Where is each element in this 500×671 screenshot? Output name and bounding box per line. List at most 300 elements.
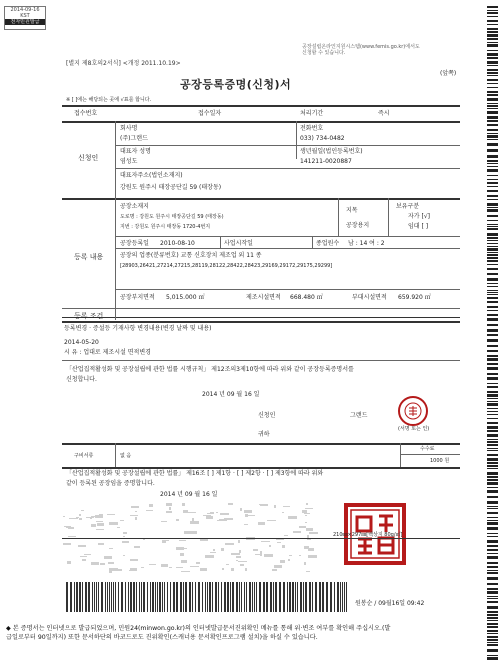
side-barcode-bar xyxy=(487,294,498,295)
security-pattern-mark xyxy=(66,526,69,528)
side-barcode-bar xyxy=(487,591,498,594)
security-pattern-mark xyxy=(190,566,199,567)
receipt-date-label: 접수일자 xyxy=(198,110,222,117)
bottom-barcode-bar xyxy=(76,582,78,612)
security-pattern-mark xyxy=(306,571,310,572)
side-barcode-bar xyxy=(487,496,498,498)
bottom-barcode-bar xyxy=(109,582,110,612)
security-pattern-mark xyxy=(123,536,125,537)
security-pattern-mark xyxy=(306,503,308,505)
land-use-value: 공장용지 xyxy=(346,222,370,229)
side-barcode-bar xyxy=(487,617,498,619)
security-pattern-mark xyxy=(100,563,105,565)
bottom-barcode-bar xyxy=(295,582,296,612)
security-pattern-mark xyxy=(146,510,153,511)
bottom-barcode-bar xyxy=(254,582,255,612)
side-barcode-bar xyxy=(487,512,498,514)
security-pattern-mark xyxy=(189,531,197,534)
security-pattern-mark xyxy=(135,511,137,512)
side-barcode-bar xyxy=(487,257,498,259)
side-barcode-bar xyxy=(487,448,498,449)
bottom-barcode-bar xyxy=(215,582,217,612)
side-barcode-bar xyxy=(487,394,498,397)
security-pattern-mark xyxy=(200,568,207,571)
bottom-barcode-bar xyxy=(330,582,332,612)
land-category-label: 지목 xyxy=(346,207,358,214)
rep-address-value: 강원도 원주시 태장공단길 59 (태장동) xyxy=(120,184,222,191)
issue-stamp-line1: 2014-09-16 xyxy=(10,7,40,13)
security-pattern-mark xyxy=(240,508,242,511)
registration-date-label: 공장등록일 xyxy=(120,240,149,247)
registration-section-label: 등록 내용 xyxy=(74,253,104,261)
side-barcode-bar xyxy=(487,566,498,568)
side-barcode-bar xyxy=(487,318,498,321)
bottom-barcode-bar xyxy=(143,582,145,612)
side-barcode-bar xyxy=(487,103,498,104)
side-barcode-bar xyxy=(487,549,498,551)
security-pattern-mark xyxy=(180,553,184,556)
security-pattern-mark xyxy=(131,506,139,508)
security-pattern-mark xyxy=(120,520,124,521)
side-barcode-bar xyxy=(487,386,498,388)
security-pattern-mark xyxy=(176,567,183,568)
bottom-barcode xyxy=(66,582,348,612)
bottom-barcode-bar xyxy=(189,582,191,612)
bottom-barcode-bar xyxy=(150,582,151,612)
side-barcode-bar xyxy=(487,10,498,11)
bottom-barcode-bar xyxy=(96,582,97,612)
security-pattern-mark xyxy=(245,568,247,571)
security-pattern-mark xyxy=(149,504,153,507)
bottom-barcode-bar xyxy=(297,582,298,612)
side-barcode-bar xyxy=(487,199,498,200)
side-barcode-bar xyxy=(487,596,498,597)
side-barcode-bar xyxy=(487,355,498,357)
bottom-barcode-bar xyxy=(70,582,72,612)
company-label: 회사명 xyxy=(120,125,138,132)
side-barcode-bar xyxy=(487,243,498,244)
certification-text-2: 같이 등록된 공장임을 증명합니다. xyxy=(66,480,155,487)
side-barcode-bar xyxy=(487,12,498,14)
security-pattern-mark xyxy=(176,519,179,521)
bottom-barcode-bar xyxy=(334,582,335,612)
side-barcode-bar xyxy=(487,636,498,638)
side-barcode-bar xyxy=(487,623,498,625)
employee-count-value: 남 : 14 여 : 2 xyxy=(348,240,385,247)
ownership-lease-option: 임대 [ ] xyxy=(408,223,429,230)
side-barcode-bar xyxy=(487,314,498,316)
side-barcode-bar xyxy=(487,50,498,51)
security-pattern-mark xyxy=(309,532,318,534)
security-pattern-mark xyxy=(107,514,115,515)
side-barcode-bar xyxy=(487,166,498,167)
bottom-barcode-bar xyxy=(88,582,90,612)
side-barcode-bar xyxy=(487,264,498,265)
security-pattern-mark xyxy=(109,570,112,573)
side-barcode-bar xyxy=(487,246,498,247)
bottom-barcode-bar xyxy=(111,582,112,612)
bottom-barcode-bar xyxy=(252,582,253,612)
security-pattern-mark xyxy=(117,527,120,528)
industry-codes: [28903,26421,27214,27215,28119,28122,28422,28423,29169,29172,29175,29299] xyxy=(120,263,333,269)
security-pattern-mark xyxy=(225,543,234,545)
security-pattern-mark xyxy=(179,540,186,541)
security-pattern-mark xyxy=(264,554,273,557)
bottom-barcode-bar xyxy=(221,582,222,612)
security-pattern-mark xyxy=(96,521,103,522)
declaration-text-2: 신청합니다. xyxy=(66,376,97,383)
side-barcode-bar xyxy=(487,111,498,114)
side-barcode-bar xyxy=(487,310,498,311)
side-barcode-bar xyxy=(487,465,498,467)
side-barcode-bar xyxy=(487,237,498,239)
side-barcode-bar xyxy=(487,252,498,253)
side-barcode-bar xyxy=(487,601,498,603)
bottom-barcode-bar xyxy=(180,582,182,612)
security-pattern-mark xyxy=(207,513,212,514)
document-title: 공장등록증명(신청)서 xyxy=(180,78,292,91)
footer-notice xyxy=(6,624,486,642)
side-barcode-bar xyxy=(487,179,498,180)
change-header: 등록변경 · 증설등 기재사항 변경내용(변경 날짜 및 내용) xyxy=(64,325,212,332)
bottom-barcode-bar xyxy=(162,582,163,612)
bottom-barcode-bar xyxy=(270,582,272,612)
bottom-barcode-bar xyxy=(125,582,126,612)
bottom-barcode-bar xyxy=(315,582,317,612)
security-pattern-mark xyxy=(220,513,229,515)
bottom-barcode-bar xyxy=(79,582,81,612)
security-pattern-mark xyxy=(141,567,144,568)
bottom-barcode-bar xyxy=(309,582,311,612)
industry-text: 공장의 업종(분류번호) 교통 신호장치 제조업 외 11 종 xyxy=(120,252,262,259)
bottom-barcode-bar xyxy=(121,582,123,612)
bottom-barcode-bar xyxy=(303,582,304,612)
side-barcode-bar xyxy=(487,506,498,507)
side-barcode-bar xyxy=(487,527,498,530)
footer-line-2: 급일로부터 90일까지) 또한 문서하단의 바코드로도 진위확인(스캐너용 문서확인프로그램 설치)을 하실 수 있습니다. xyxy=(6,634,318,641)
bottom-barcode-bar xyxy=(207,582,208,612)
side-barcode-bar xyxy=(487,163,498,164)
security-pattern-mark xyxy=(213,549,215,551)
bottom-barcode-bar xyxy=(263,582,265,612)
side-barcode-bar xyxy=(487,522,498,525)
security-pattern-mark xyxy=(104,556,112,559)
bottom-barcode-bar xyxy=(259,582,261,612)
fee-value: 1000 원 xyxy=(430,458,450,464)
side-barcode-bar xyxy=(487,61,498,64)
bottom-barcode-bar xyxy=(322,582,324,612)
side-barcode-bar xyxy=(487,350,498,352)
side-barcode-bar xyxy=(487,611,498,613)
security-pattern-mark xyxy=(282,512,284,513)
processing-period-value: 즉시 xyxy=(378,110,390,117)
side-barcode-bar xyxy=(487,408,498,409)
security-pattern-mark xyxy=(245,514,248,517)
side-barcode-bar xyxy=(487,195,498,197)
bottom-barcode-bar xyxy=(236,582,238,612)
side-barcode-bar xyxy=(487,220,498,221)
bottom-barcode-bar xyxy=(346,582,347,612)
security-pattern-mark xyxy=(68,536,76,537)
birth-reg-label: 생년월일(법인등록번호) xyxy=(300,148,363,155)
bottom-barcode-bar xyxy=(289,582,291,612)
side-barcode-bar xyxy=(487,639,498,641)
side-barcode-bar xyxy=(487,401,498,402)
side-barcode-bar xyxy=(487,391,498,393)
security-pattern-mark xyxy=(192,518,194,521)
security-pattern-mark xyxy=(90,518,92,519)
side-barcode-bar xyxy=(487,606,498,609)
bottom-barcode-bar xyxy=(107,582,108,612)
bottom-barcode-bar xyxy=(224,582,226,612)
security-pattern-mark xyxy=(109,548,113,549)
bottom-barcode-bar xyxy=(155,582,156,612)
side-barcode-bar xyxy=(487,367,498,370)
bottom-barcode-bar xyxy=(192,582,193,612)
bottom-barcode-bar xyxy=(279,582,281,612)
side-barcode-bar xyxy=(487,268,498,270)
form-reference: [별지 제8호의2서식] <개정 2011.10.19> xyxy=(66,60,181,67)
side-barcode-bar xyxy=(487,16,498,17)
security-pattern-mark xyxy=(63,516,65,517)
security-pattern xyxy=(62,503,322,581)
side-barcode-bar xyxy=(487,278,498,281)
side-barcode-bar xyxy=(487,633,498,634)
side-barcode-bar xyxy=(487,324,498,326)
side-barcode-bar xyxy=(487,286,498,287)
side-barcode-bar xyxy=(487,377,498,380)
security-pattern-mark xyxy=(130,559,138,561)
side-barcode-bar xyxy=(487,487,498,488)
security-pattern-mark xyxy=(206,516,213,519)
side-barcode-bar xyxy=(487,203,498,206)
side-barcode-bar xyxy=(487,215,498,217)
side-barcode-bar xyxy=(487,501,498,504)
side-barcode-bar xyxy=(487,441,498,443)
security-pattern-mark xyxy=(289,555,292,556)
side-barcode-bar xyxy=(487,533,498,534)
side-barcode-bar xyxy=(487,34,498,37)
side-barcode-bar xyxy=(487,24,498,25)
factory-address-label: 공장소재지 xyxy=(120,203,149,210)
company-seal xyxy=(398,396,428,426)
security-pattern-mark xyxy=(169,507,171,510)
documents-label: 구비서류 xyxy=(74,453,94,459)
birth-reg-value: 141211-0020887 xyxy=(300,158,352,165)
mfg-area-value: 668.480 ㎡ xyxy=(290,294,323,301)
bottom-barcode-bar xyxy=(66,582,68,612)
security-pattern-mark xyxy=(231,568,234,571)
side-barcode-bar xyxy=(487,358,498,361)
security-pattern-mark xyxy=(196,562,200,564)
bottom-barcode-bar xyxy=(275,582,277,612)
security-pattern-mark xyxy=(216,512,218,513)
security-pattern-mark xyxy=(181,560,187,563)
security-pattern-mark xyxy=(84,554,91,555)
security-pattern-mark xyxy=(162,540,166,543)
side-barcode-bar xyxy=(487,297,498,299)
side-barcode-bar xyxy=(487,28,498,30)
side-barcode-bar xyxy=(487,53,498,56)
side-barcode-bar xyxy=(487,42,498,43)
security-pattern-mark xyxy=(305,515,307,516)
side-barcode-graphic xyxy=(485,0,500,667)
side-barcode-bar xyxy=(487,649,498,652)
security-pattern-mark xyxy=(274,505,276,508)
side-barcode-bar xyxy=(487,260,498,262)
bottom-barcode-bar xyxy=(305,582,307,612)
bottom-barcode-bar xyxy=(319,582,321,612)
side-barcode-bar xyxy=(487,83,498,84)
bottom-barcode-bar xyxy=(212,582,213,612)
representative-label: 대표자 성명 xyxy=(120,148,151,155)
side-barcode-bar xyxy=(487,657,498,660)
bottom-barcode-bar xyxy=(128,582,129,612)
side-barcode-bar xyxy=(487,290,498,291)
bottom-barcode-bar xyxy=(241,582,242,612)
security-pattern-mark xyxy=(129,570,134,571)
bottom-barcode-bar xyxy=(292,582,294,612)
aux-area-label: 부대시설면적 xyxy=(352,294,387,301)
side-barcode-bar xyxy=(487,139,498,140)
sign-or-seal-label: (서명 또는 인) xyxy=(398,426,430,432)
road-address: 도로명 : 강원도 원주시 태장공단길 59 (태장동) xyxy=(120,214,224,220)
company-value: (주)그랜드 xyxy=(120,135,148,142)
side-barcode-bar xyxy=(487,644,498,646)
bottom-barcode-bar xyxy=(326,582,328,612)
page-side-label: (앞쪽) xyxy=(440,70,457,77)
security-pattern-mark xyxy=(293,531,301,533)
side-barcode-bar xyxy=(487,339,498,342)
side-barcode-bar xyxy=(487,588,498,590)
security-pattern-mark xyxy=(304,562,306,565)
bottom-barcode-bar xyxy=(205,582,206,612)
bottom-barcode-bar xyxy=(164,582,165,612)
security-pattern-mark xyxy=(224,518,233,520)
security-pattern-mark xyxy=(82,559,86,561)
registration-date-value: 2010-08-10 xyxy=(160,240,195,247)
bottom-barcode-bar xyxy=(342,582,343,612)
security-pattern-mark xyxy=(288,559,290,561)
security-pattern-mark xyxy=(236,556,241,558)
side-barcode-bar xyxy=(487,345,498,347)
side-barcode-bar xyxy=(487,620,498,621)
bottom-barcode-bar xyxy=(105,582,106,612)
side-barcode-bar xyxy=(487,79,498,81)
security-pattern-mark xyxy=(260,551,262,554)
bottom-barcode-bar xyxy=(118,582,119,612)
security-pattern-mark xyxy=(169,567,172,568)
bottom-barcode-bar xyxy=(152,582,154,612)
side-barcode-bar xyxy=(487,44,498,47)
security-pattern-mark xyxy=(308,555,317,558)
security-pattern-graphic xyxy=(62,503,322,581)
security-pattern-mark xyxy=(184,531,189,534)
security-pattern-mark xyxy=(118,569,122,571)
security-pattern-mark xyxy=(283,506,290,507)
side-barcode-bar xyxy=(487,254,498,256)
side-barcode-bar xyxy=(487,430,498,432)
side-barcode-bar xyxy=(487,160,498,162)
bottom-barcode-bar xyxy=(202,582,203,612)
side-barcode-bar xyxy=(487,31,498,33)
side-barcode-bar xyxy=(487,209,498,212)
bottom-barcode-bar xyxy=(85,582,87,612)
side-barcode-bar xyxy=(487,224,498,225)
security-pattern-mark xyxy=(176,547,184,550)
security-pattern-mark xyxy=(308,548,314,551)
security-pattern-mark xyxy=(253,549,258,551)
bottom-barcode-bar xyxy=(227,582,229,612)
bottom-barcode-bar xyxy=(230,582,231,612)
side-barcode-bar xyxy=(487,283,498,284)
rep-address-label: 대표자주소(법인소재지) xyxy=(120,172,183,179)
side-barcode-bar xyxy=(487,472,498,475)
site-area-label: 공장부지면적 xyxy=(120,294,155,301)
security-pattern-mark xyxy=(269,545,271,547)
security-pattern-mark xyxy=(244,510,252,513)
side-barcode-bar xyxy=(487,458,498,461)
aux-area-value: 659.920 ㎡ xyxy=(398,294,431,301)
lot-address: 지번 : 강원도 원주시 태장동 1720-4번지 xyxy=(120,224,211,230)
bottom-barcode-bar xyxy=(232,582,234,612)
security-pattern-mark xyxy=(258,522,265,525)
security-pattern-mark xyxy=(134,546,140,548)
site-area-value: 5,015.000 ㎡ xyxy=(166,294,205,301)
bottom-barcode-bar xyxy=(266,582,268,612)
fee-label: 수수료 xyxy=(420,446,435,452)
security-pattern-mark xyxy=(299,526,306,528)
security-pattern-mark xyxy=(97,523,104,526)
side-barcode-bar xyxy=(487,403,498,406)
security-pattern-mark xyxy=(109,522,118,525)
side-barcode-bar xyxy=(487,583,498,585)
security-pattern-mark xyxy=(79,514,81,516)
side-barcode-bar xyxy=(487,577,498,580)
declaration-date: 2014 년 09 월 16 일 xyxy=(202,391,260,398)
bottom-barcode-bar xyxy=(98,582,99,612)
side-barcode-bar xyxy=(487,57,498,59)
security-pattern-mark xyxy=(130,515,138,516)
side-barcode-bar xyxy=(487,133,498,134)
issue-stamp-line3: 전자민원발급 xyxy=(5,19,45,25)
paper-size-note: 210㎜×297㎜[백상지 80g/㎡] xyxy=(333,532,403,538)
bottom-barcode-bar xyxy=(337,582,339,612)
ownership-label: 보유구분 xyxy=(396,203,420,210)
side-barcode-bar xyxy=(487,65,498,66)
side-barcode-bar xyxy=(487,98,498,101)
bottom-barcode-graphic xyxy=(66,582,348,612)
side-barcode-bar xyxy=(487,383,498,384)
security-pattern-mark xyxy=(91,524,96,527)
security-pattern-mark xyxy=(91,562,99,565)
side-barcode-bar xyxy=(487,306,498,308)
bottom-barcode-bar xyxy=(283,582,285,612)
security-pattern-mark xyxy=(226,564,229,565)
side-barcode-bar xyxy=(487,175,498,176)
bottom-barcode-bar xyxy=(139,582,140,612)
conditions-label: 등록 조건 xyxy=(74,312,104,320)
security-pattern-mark xyxy=(63,543,71,545)
security-pattern-mark xyxy=(149,564,156,565)
mfg-area-label: 제조시설면적 xyxy=(246,294,281,301)
change-content: 시 유 : 업대로 제조시설 면적변경 xyxy=(64,349,151,356)
phone-value: 033) 734-0482 xyxy=(300,135,345,142)
security-pattern-mark xyxy=(166,503,172,506)
side-barcode-bar xyxy=(487,190,498,192)
side-barcode-bar xyxy=(487,292,498,293)
bottom-barcode-bar xyxy=(159,582,161,612)
